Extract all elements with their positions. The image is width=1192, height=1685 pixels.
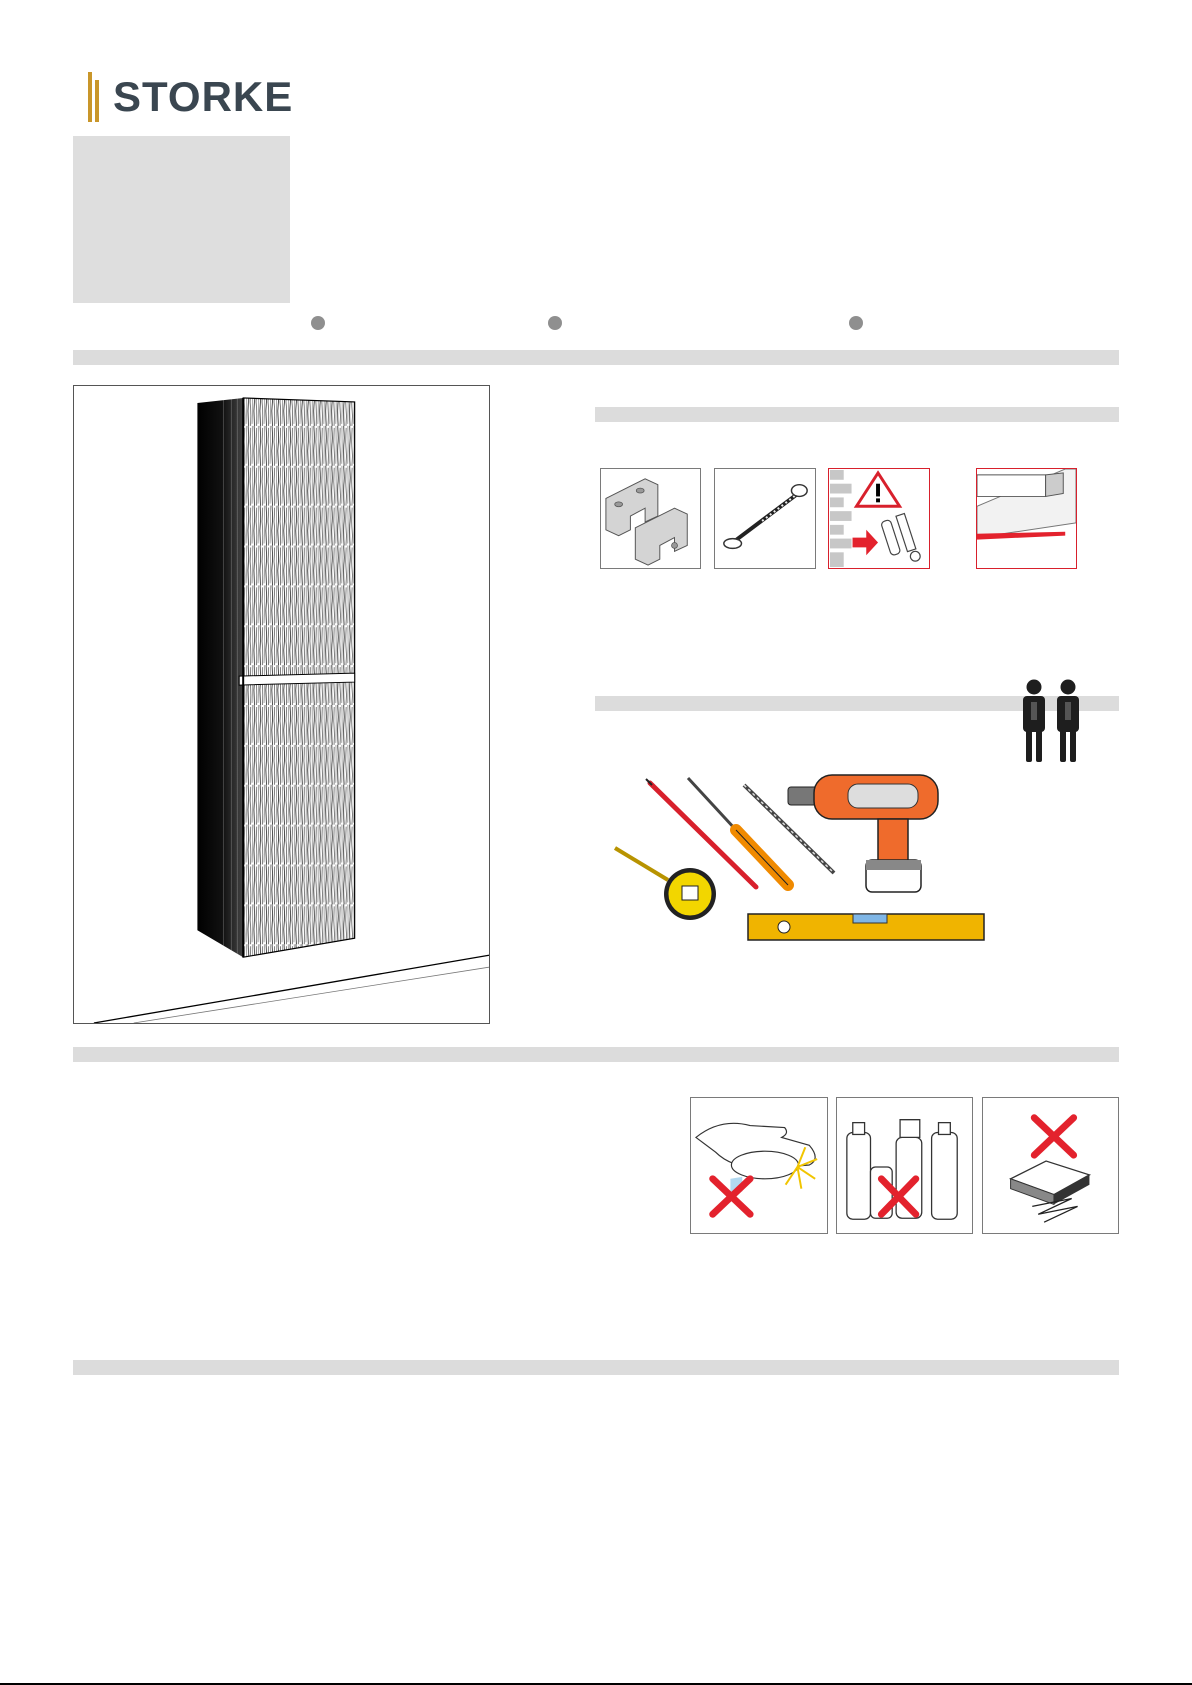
brand-name: STORKE (113, 73, 294, 120)
bolt-icon (714, 468, 816, 569)
section-bar-included-parts (595, 407, 1119, 422)
variant-dot-3 (849, 316, 863, 330)
cabinet-illustration (73, 385, 490, 1024)
no-chemical-cleaners-icon (836, 1097, 973, 1234)
logo-mark-icon (88, 72, 100, 122)
variant-dot-1 (311, 316, 325, 330)
section-bar-top (73, 350, 1119, 365)
two-persons-icon (1018, 678, 1086, 764)
mounting-bracket-icon (600, 468, 701, 569)
section-bar-bottom (73, 1360, 1119, 1375)
no-abrasive-cleaning-icon (690, 1097, 828, 1234)
floor-protection-icon (976, 468, 1077, 569)
wall-plug-warning-icon (828, 468, 930, 569)
variant-dot-2 (548, 316, 562, 330)
tools-icon (608, 770, 988, 942)
product-thumbnail (73, 136, 290, 303)
no-scratching-surface-icon (982, 1097, 1119, 1234)
section-bar-care (73, 1047, 1119, 1062)
